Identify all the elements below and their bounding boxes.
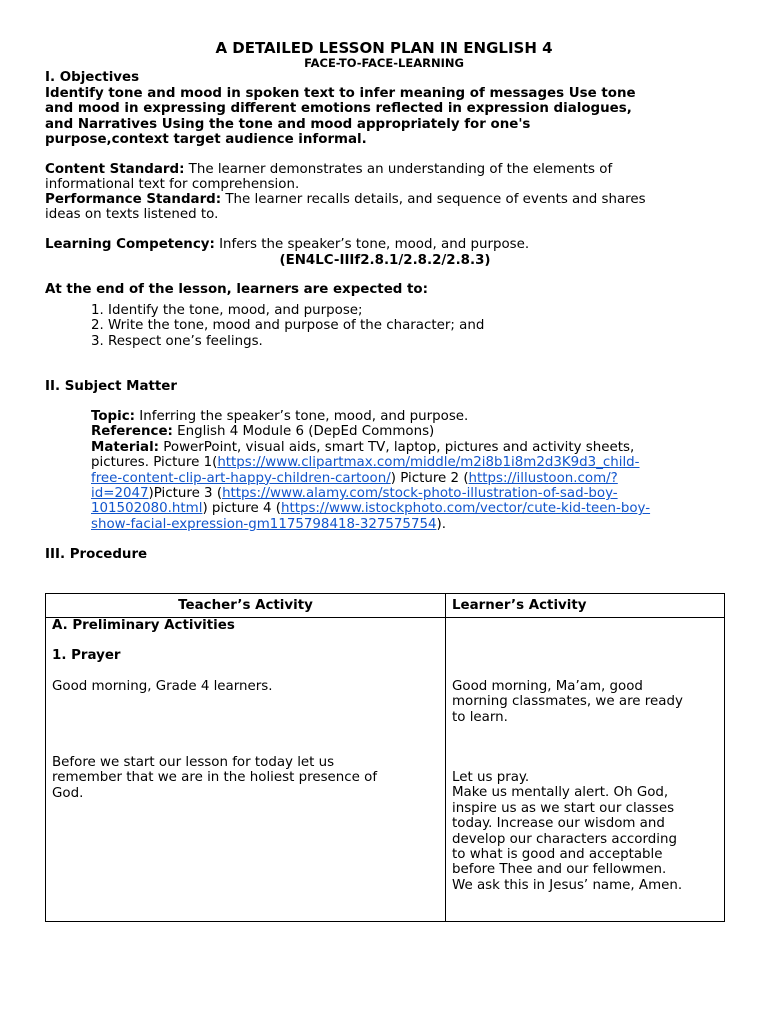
content-standard: [45, 162, 735, 193]
subject-matter-details: [91, 409, 731, 532]
picture-2-prefix: ) Picture 2 (: [390, 470, 469, 486]
expectations-list: [91, 303, 731, 349]
teacher-activity-header: Teacher’s Activity: [46, 594, 446, 618]
expectations-heading: At the end of the lesson, learners are expected to:: [45, 282, 428, 297]
learning-competency-label: Learning Competency:: [45, 237, 215, 252]
picture-3-link-cont[interactable]: 101502080.html: [91, 501, 203, 517]
picture-3-prefix: )Picture 3 (: [148, 486, 223, 502]
document-subtitle: FACE-TO-FACE-LEARNING: [304, 56, 464, 70]
performance-standard: [45, 192, 735, 223]
objectives-heading: I. Objectives: [45, 70, 140, 85]
reference-text: English 4 Module 6 (DepEd Commons): [172, 424, 435, 440]
subject-matter-heading: II. Subject Matter: [45, 379, 177, 394]
picture-4-link-cont[interactable]: show-facial-expression-gm1175798418-327575754: [91, 516, 437, 532]
teacher-greeting: Good morning, Grade 4 learners.: [52, 679, 273, 694]
material-text: PowerPoint, visual aids, smart TV, laptop, pictures and activity sheets,: [159, 439, 635, 455]
picture-4-link[interactable]: https://www.istockphoto.com/vector/cute-kid-teen-boy-: [280, 501, 651, 517]
competency-code: (EN4LC-IIIf2.8.1/2.8.2/2.8.3): [279, 253, 491, 268]
teacher-activity-cell: [46, 618, 446, 922]
picture-3-link[interactable]: https://www.alamy.com/stock-photo-illustration-of-sad-boy-: [222, 486, 618, 502]
performance-standard-label: Performance Standard:: [45, 192, 222, 207]
procedure-table: [45, 593, 725, 922]
teacher-before-lesson: Before we start our lesson for today let us remember that we are in the holiest presence of God.: [52, 755, 378, 801]
objectives-line: and mood in expressing different emotions reflected in expression dialogues,: [45, 101, 632, 117]
pictures-prefix: pictures. Picture 1(: [91, 455, 218, 471]
material-label: Material:: [91, 439, 160, 455]
picture-1-link[interactable]: https://www.clipartmax.com/middle/m2i8b1i8m2d3K9d3_child-: [217, 455, 640, 471]
list-item: 2. Write the tone, mood and purpose of the character; and: [91, 318, 485, 334]
learner-prayer: Let us pray. Make us mentally alert. Oh God, inspire us as we start our classes today. Increase our wisdom and develop our characters according to what is good and acceptable before Thee and our fellowmen. We ask this in Jesus’ name, Amen.: [452, 770, 683, 893]
content-standard-label: Content Standard:: [45, 162, 185, 177]
preliminary-activities-heading: A. Preliminary Activities: [52, 618, 235, 633]
procedure-heading: III. Procedure: [45, 547, 148, 562]
learner-activity-header: Learner’s Activity: [446, 594, 725, 618]
picture-2-link-cont[interactable]: id=2047: [91, 486, 149, 502]
list-item: 3. Respect one’s feelings.: [91, 333, 263, 349]
content-standard-text-cont: informational text for comprehension.: [45, 177, 300, 193]
reference-label: Reference:: [91, 424, 173, 440]
objectives-text: [45, 86, 735, 148]
table-header-row: [46, 594, 725, 618]
picture-4-prefix: ) picture 4 (: [202, 501, 281, 517]
topic-label: Topic:: [91, 409, 136, 424]
picture-2-link[interactable]: https://illustoon.com/?: [468, 470, 618, 486]
objectives-line: purpose,context target audience informal.: [45, 132, 367, 148]
objectives-line: and Narratives Using the tone and mood appropriately for one's: [45, 116, 531, 132]
performance-standard-text-cont: ideas on texts listened to.: [45, 207, 219, 223]
end-suffix: ).: [436, 516, 446, 532]
topic-text: Inferring the speaker’s tone, mood, and purpose.: [135, 409, 469, 424]
list-item: 1. Identify the tone, mood, and purpose;: [91, 303, 363, 318]
objectives-line: Identify tone and mood in spoken text to infer meaning of messages Use tone: [45, 86, 636, 101]
picture-1-link-cont[interactable]: free-content-clip-art-happy-children-cartoon/: [91, 470, 391, 486]
prayer-heading: 1. Prayer: [52, 648, 121, 663]
table-row: [46, 618, 725, 922]
learner-greeting: Good morning, Ma’am, good morning classmates, we are ready to learn.: [452, 679, 683, 725]
learner-activity-cell: [446, 618, 725, 922]
content-standard-text: The learner demonstrates an understanding of the elements of: [184, 162, 613, 177]
learning-competency-text: Infers the speaker’s tone, mood, and purpose.: [214, 237, 530, 252]
performance-standard-text: The learner recalls details, and sequence of events and shares: [221, 192, 646, 207]
document-title: A DETAILED LESSON PLAN IN ENGLISH 4: [215, 39, 553, 57]
learning-competency: [45, 237, 735, 252]
